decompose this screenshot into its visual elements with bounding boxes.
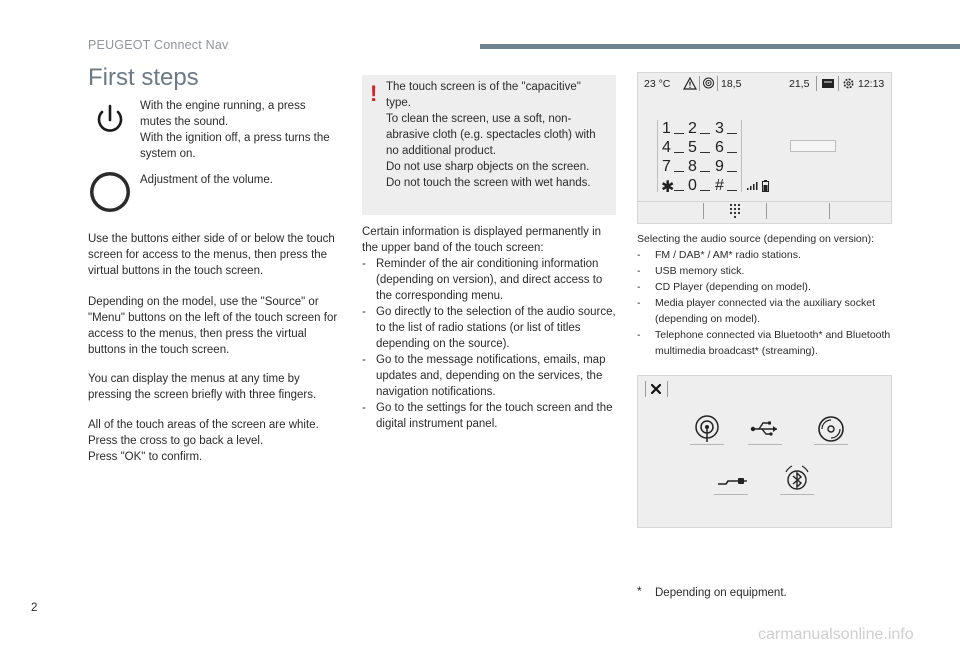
list-item: - Go directly to the selection of the audio source, to the list of radio stations (or list of titles depending on the source). [362,304,618,352]
keypad-divider [741,120,742,192]
paragraph-three-fingers: You can display the menus at any time by pressing the screen briefly with three fingers. [88,373,317,401]
paragraph-touch-areas: All of the touch areas of the screen are white. Press the cross to go back a level. Press "OK" to confirm. [88,419,319,463]
paragraph-buttons: Use the buttons either side of or below the touch screen for access to the menus, then press the virtual buttons in the touch screen. [88,233,335,277]
keypad-divider [657,120,658,192]
bottom-bar-divider [829,203,830,219]
list-item: - USB memory stick. [637,263,895,279]
page-number: 2 [31,602,38,614]
cd-disc-icon[interactable] [814,412,848,446]
keypad-key: 8 [688,158,697,175]
keypad-key: 6 [715,139,724,156]
list-item: - Go to the message notifications, emails, map updates and, depending on the services, the navigation notifications. [362,352,618,400]
aux-cable-icon[interactable] [714,464,748,498]
display-field [790,140,836,152]
status-value-right: 21,5 [789,78,810,90]
footnote-text: Depending on equipment. [655,587,787,599]
warning-triangle-icon [683,77,697,90]
running-header: PEUGEOT Connect Nav [88,38,229,52]
watermark: carmanualsonline.info [758,626,914,643]
keypad-key: 7 [662,158,671,175]
keypad-grid-icon[interactable] [728,203,742,219]
status-divider [717,76,718,91]
list-item: - Reminder of the air conditioning information (depending on version), and direct access to the corresponding menu. [362,256,618,304]
keypad-key: # [715,177,724,194]
keypad-key: 0 [688,177,697,194]
volume-knob-text: Adjustment of the volume. [140,174,273,186]
toolbar-divider [645,381,646,397]
close-icon[interactable] [650,383,662,395]
audio-source-intro: Selecting the audio source (depending on version): [637,233,874,245]
power-button-text: With the engine running, a press mutes the sound. With the ignition off, a press turns the system on. [140,100,330,160]
radio-icon [702,77,715,90]
list-item: - CD Player (depending on model). [637,279,895,295]
list-item: - Go to the settings for the touch screen and the digital instrument panel. [362,400,618,432]
keypad-key: ✱ [661,179,675,196]
upper-band-list [362,256,618,432]
keypad-key: 3 [715,120,724,137]
status-divider [838,76,839,91]
warning-box [362,75,616,215]
keypad-key: 4 [662,139,671,156]
status-bar [638,73,891,95]
status-divider [816,76,817,91]
keypad-key: 2 [688,120,697,137]
battery-icon [762,180,769,192]
status-divider [699,76,700,91]
audio-source-list [637,247,895,359]
footnote-marker: * [637,584,642,598]
settings-gear-icon [842,77,855,90]
keypad-key: 1 [662,120,671,137]
temperature-left: 23 °C [644,78,671,90]
bluetooth-icon[interactable] [780,462,814,496]
touch-screen-phone-keypad [637,72,892,224]
paragraph-source-menu: Depending on the model, use the "Source" or "Menu" buttons on the left of the touch screen for access to the menus, then press the virtual buttons in the touch screen. [88,296,338,356]
header-bar [480,44,960,49]
clock: 12:13 [858,78,885,90]
touch-screen-source-selection [637,375,892,528]
upper-band-intro: Certain information is displayed permanently in the upper band of the touch screen: [362,226,602,254]
list-item: - FM / DAB* / AM* radio stations. [637,247,895,263]
radio-source-icon[interactable] [690,412,724,446]
bottom-bar-divider [703,203,704,219]
message-icon [821,78,835,89]
status-value-left: 18,5 [721,78,742,90]
bottom-bar-divider [766,203,767,219]
list-item: - Media player connected via the auxiliary socket (depending on model). [637,295,895,327]
bottom-bar-separator [638,201,891,202]
usb-icon[interactable] [748,412,782,446]
list-item: - Telephone connected via Bluetooth* and Bluetooth multimedia broadcast* (streaming). [637,327,895,359]
page-title: First steps [88,64,199,91]
toolbar-divider [667,381,668,397]
volume-knob-icon [88,170,132,214]
keypad-key: 5 [688,139,697,156]
warning-text: The touch screen is of the "capacitive" type. To clean the screen, use a soft, non-abrasive cloth (e.g. spectacles cloth) with no additional product. Do not use sharp objects on the screen. Do not touch the screen with wet hands. [386,81,596,189]
signal-strength-icon [746,181,758,191]
warning-icon: ! [370,81,378,106]
keypad-key: 9 [715,158,724,175]
power-icon [88,98,132,142]
